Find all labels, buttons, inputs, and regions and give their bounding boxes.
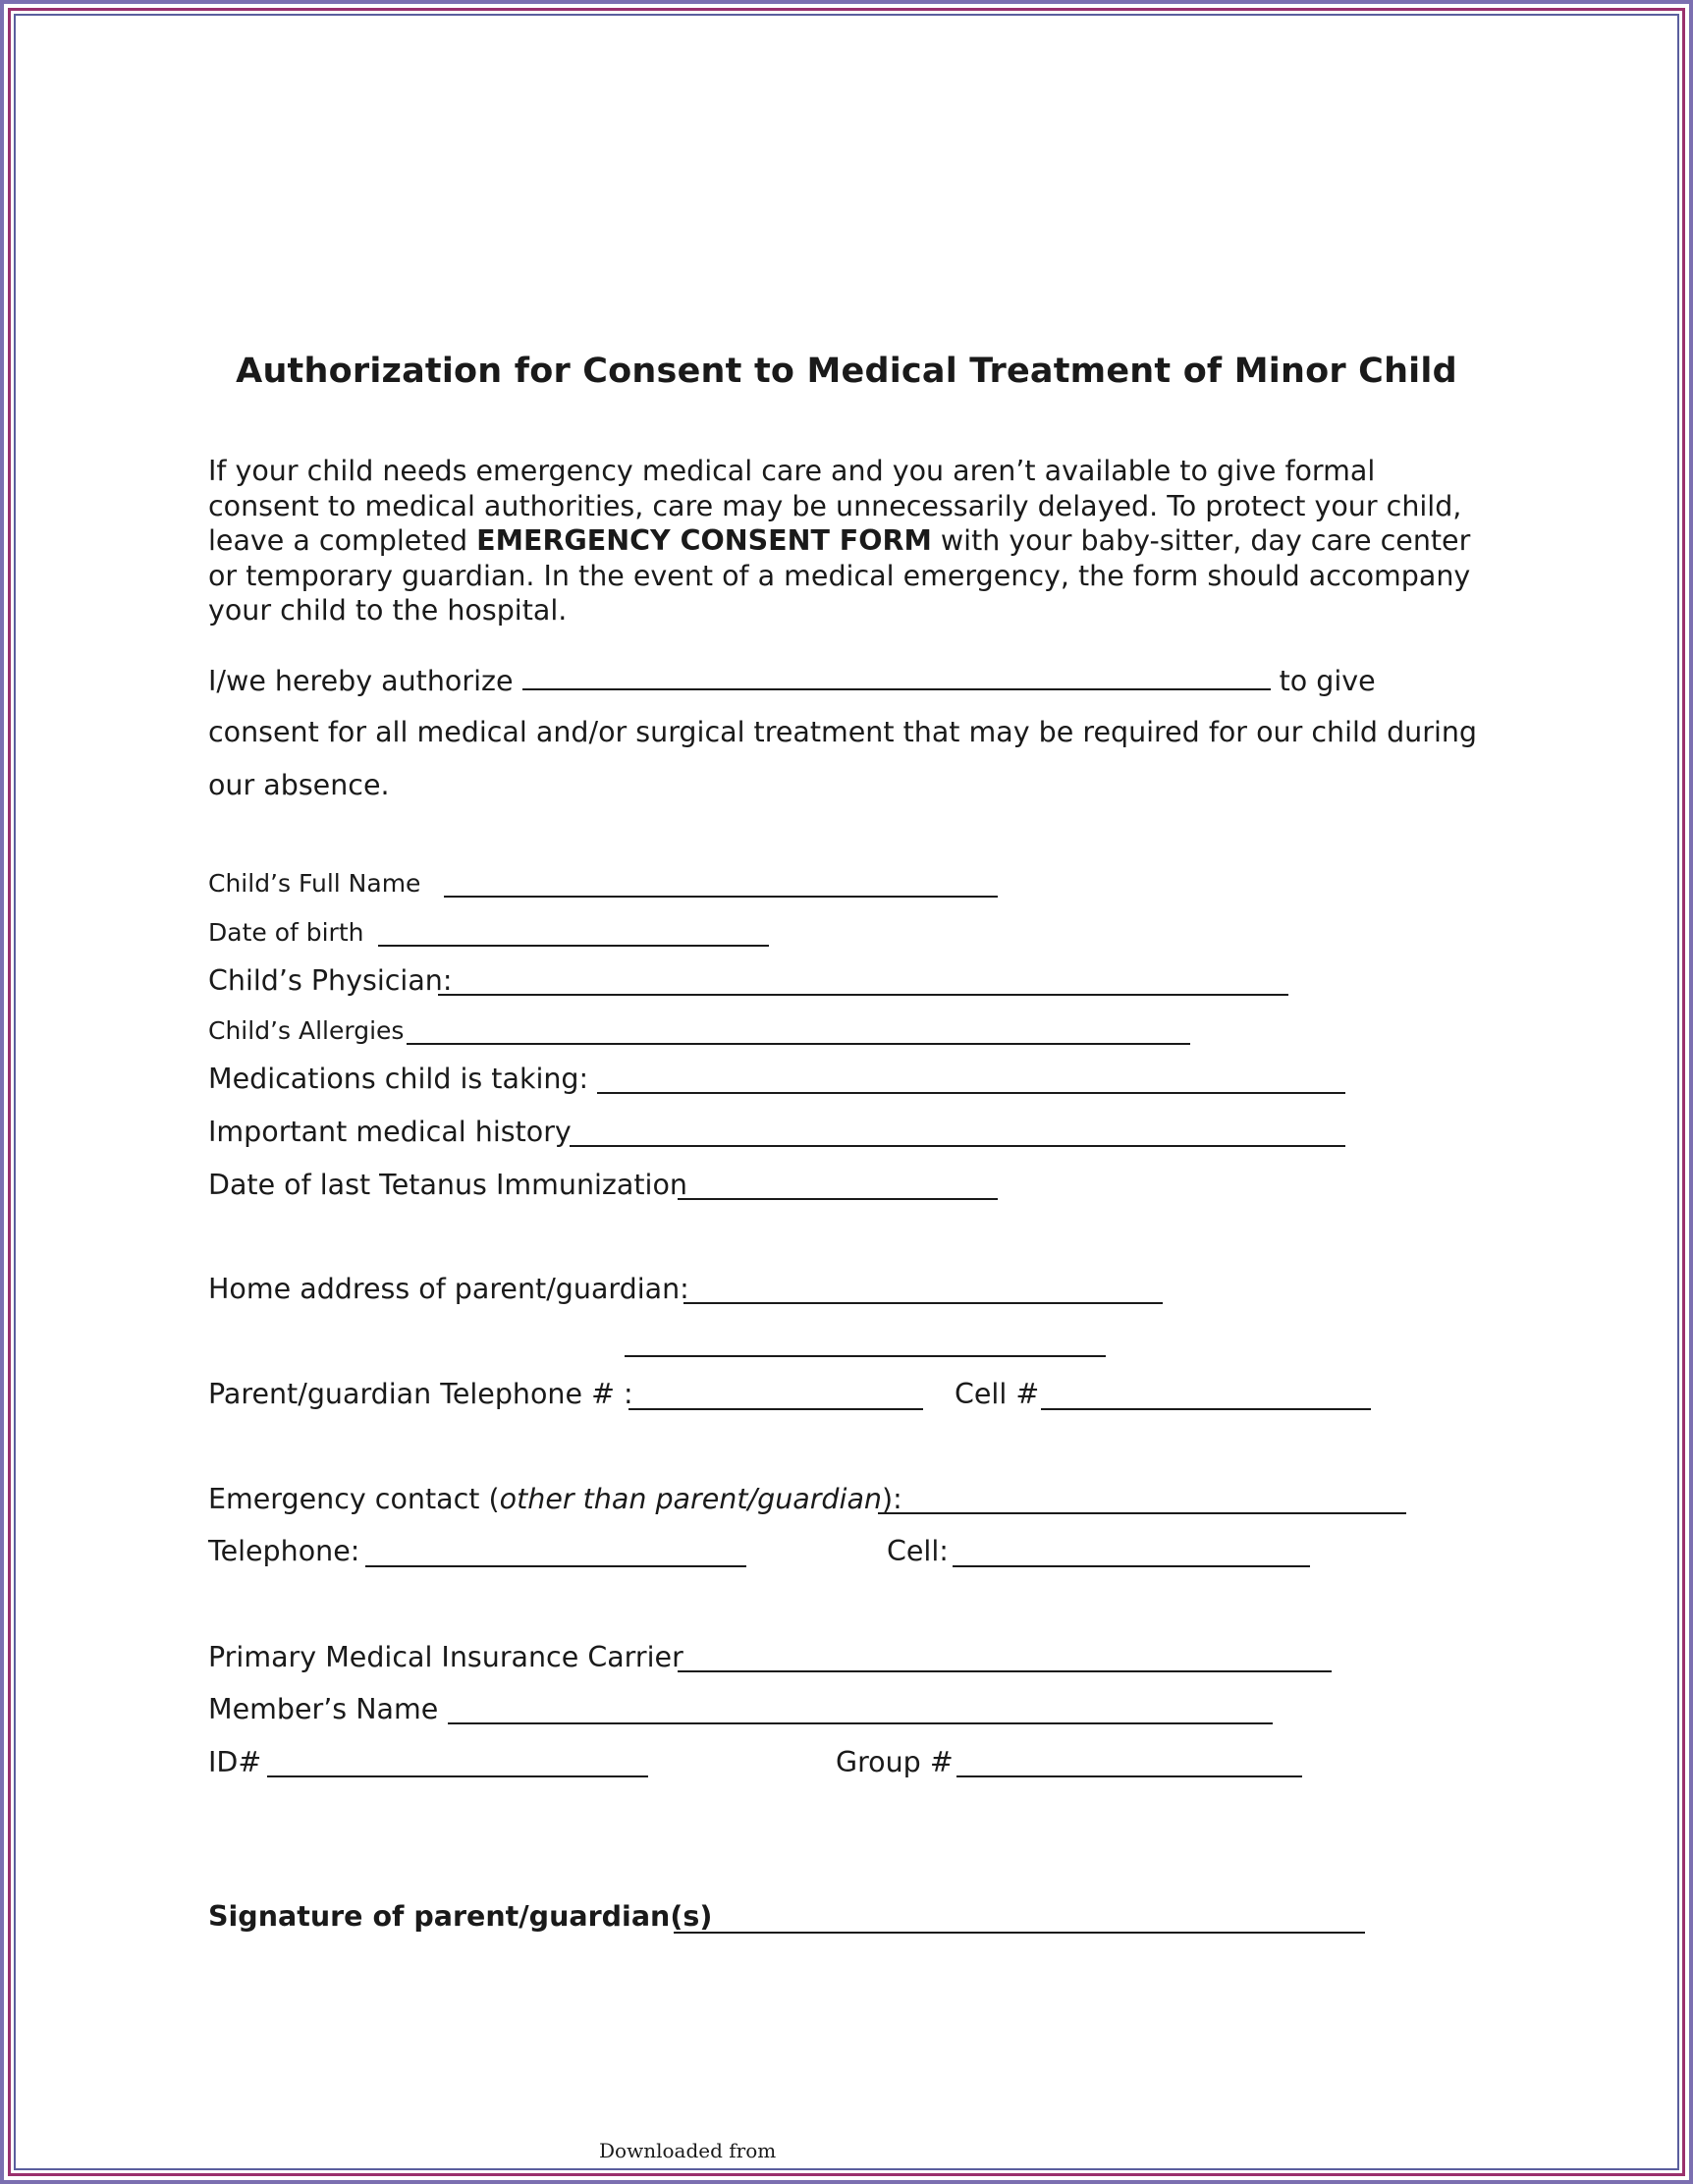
home-address-blank-2[interactable] bbox=[625, 1355, 1106, 1357]
document-title: Authorization for Consent to Medical Treatment of Minor Child bbox=[236, 352, 1457, 391]
emergency-contact-prefix: Emergency contact ( bbox=[208, 1483, 500, 1515]
insurance-id-label: ID# bbox=[208, 1746, 262, 1778]
insurance-carrier-label: Primary Medical Insurance Carrier bbox=[208, 1641, 683, 1673]
date-of-birth-blank[interactable] bbox=[378, 945, 769, 947]
intro-bold-form-name: EMERGENCY CONSENT FORM bbox=[476, 524, 932, 557]
intro-text-1: If your child needs emergency medical care and you aren’t available to give formal consent to medical authorities, care may be unnecessarily delayed. To protect your child, leave a completed bbox=[208, 455, 1462, 557]
child-allergies-label: Child’s Allergies bbox=[208, 1016, 405, 1045]
emergency-contact-italic: other than parent/guardian bbox=[499, 1483, 882, 1515]
authorization-prefix: I/we hereby authorize bbox=[208, 665, 522, 697]
authorization-line-3: our absence. bbox=[208, 769, 390, 801]
intro-text-2: with your baby-sitter, day care center or temporary guardian. In the event of a medical emergency, the form should accompany your child to the hospital. bbox=[208, 524, 1471, 627]
child-physician-label: Child’s Physician: bbox=[208, 964, 453, 997]
emergency-cell-label: Cell: bbox=[887, 1535, 949, 1567]
emergency-contact-label bbox=[208, 1482, 902, 1517]
insurance-group-label: Group # bbox=[836, 1746, 954, 1778]
signature-label: Signature of parent/guardian(s) bbox=[208, 1900, 713, 1933]
tetanus-date-label: Date of last Tetanus Immunization bbox=[208, 1169, 687, 1201]
emergency-contact-blank[interactable] bbox=[878, 1512, 1406, 1514]
medical-history-blank[interactable] bbox=[570, 1145, 1345, 1147]
parent-telephone-label: Parent/guardian Telephone # : bbox=[208, 1378, 633, 1410]
medical-history-label: Important medical history bbox=[208, 1116, 572, 1148]
insurance-carrier-blank[interactable] bbox=[678, 1670, 1332, 1672]
authorized-person-blank[interactable] bbox=[522, 663, 1271, 690]
intro-paragraph bbox=[208, 454, 1495, 628]
emergency-telephone-blank[interactable] bbox=[365, 1565, 746, 1567]
tetanus-date-blank[interactable] bbox=[678, 1198, 998, 1200]
child-allergies-blank[interactable] bbox=[407, 1043, 1190, 1045]
home-address-label: Home address of parent/guardian: bbox=[208, 1273, 689, 1305]
footer-download-note: Downloaded from bbox=[599, 2139, 777, 2162]
authorization-line-2: consent for all medical and/or surgical treatment that may be required for our child during bbox=[208, 716, 1478, 748]
medications-blank[interactable] bbox=[597, 1092, 1345, 1094]
parent-telephone-blank[interactable] bbox=[628, 1408, 923, 1410]
authorization-suffix: to give bbox=[1270, 665, 1376, 697]
emergency-contact-suffix: ): bbox=[881, 1483, 902, 1515]
insurance-group-blank[interactable] bbox=[956, 1775, 1302, 1777]
member-name-label: Member’s Name bbox=[208, 1693, 439, 1725]
medications-label: Medications child is taking: bbox=[208, 1063, 589, 1095]
emergency-cell-blank[interactable] bbox=[953, 1565, 1310, 1567]
signature-blank[interactable] bbox=[674, 1932, 1365, 1934]
authorization-line-1 bbox=[208, 663, 1504, 699]
child-full-name-blank[interactable] bbox=[444, 896, 998, 898]
emergency-telephone-label: Telephone: bbox=[208, 1535, 360, 1567]
parent-cell-label: Cell # bbox=[955, 1378, 1040, 1410]
child-physician-blank[interactable] bbox=[438, 994, 1288, 996]
child-full-name-label: Child’s Full Name bbox=[208, 869, 421, 898]
member-name-blank[interactable] bbox=[448, 1722, 1273, 1724]
parent-cell-blank[interactable] bbox=[1041, 1408, 1371, 1410]
home-address-blank-1[interactable] bbox=[683, 1302, 1163, 1304]
insurance-id-blank[interactable] bbox=[267, 1775, 648, 1777]
date-of-birth-label: Date of birth bbox=[208, 918, 364, 947]
